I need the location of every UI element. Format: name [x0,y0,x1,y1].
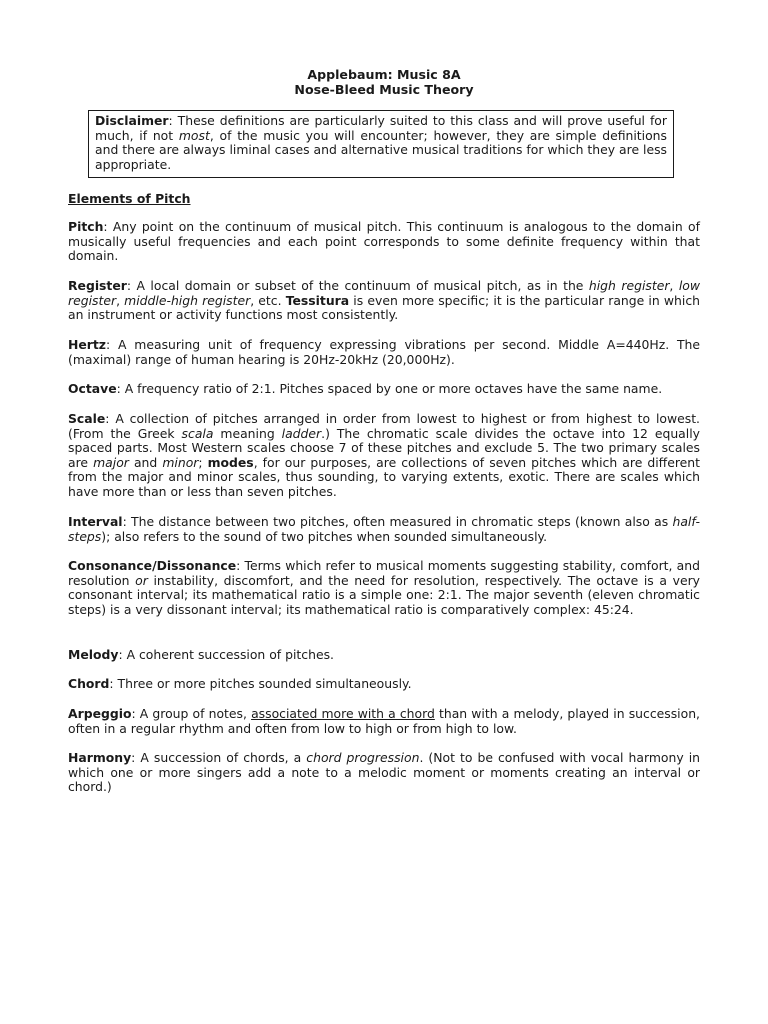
definition-term: Tessitura [285,292,350,308]
definition-emphasis: major [93,454,129,470]
definition-text: ; [198,454,208,470]
definition-text: is even more specific; it is the particular range in which an instrument or activity functions most consistently. [68,292,700,323]
definition-term: Octave [68,381,117,396]
definition-term: Chord [68,676,110,691]
definition-emphasis: half-steps [68,514,700,544]
definition-underlined-phrase: associated more with a chord [251,706,435,721]
definition-text: : A frequency ratio of 2:1. Pitches spaced by one or more octaves have the same name. [116,381,663,396]
definition-text: .) The chromatic scale divides the octave into 12 equally spaced parts. Most Western scales choose 7 of these pitches and exclude 5. The two primary scales are [68,425,700,470]
definition-hertz [68,338,700,367]
definition-example: low register [68,278,700,308]
definition-text: , [669,278,679,293]
disclaimer-emphasis: most [178,127,210,143]
definition-example: middle-high register [124,292,251,308]
definition-term: Melody [68,647,119,662]
definition-text: : The distance between two pitches, often measured in chromatic steps (known also as [122,514,673,529]
definition-text: : A collection of pitches arranged in order from lowest to highest or from highest to lowest. (From the Greek [68,411,700,441]
definition-interval [68,515,700,544]
definition-term: Arpeggio [68,706,132,721]
definition-term: Pitch [68,219,104,234]
definition-text: : A local domain or subset of the continuum of musical pitch, as in the [126,278,589,293]
definition-term: Hertz [68,337,107,352]
definition-text: , [116,292,125,308]
disclaimer-term: Disclaimer [95,113,169,128]
definition-pitch [68,220,700,264]
section-heading: Elements of Pitch [68,191,191,206]
definition-register [68,279,700,323]
definition-text: , etc. [250,292,286,308]
definition-text: , for our purposes, are collections of seven pitches which are different from the major and minor scales, thus sounding, to varying extents, exotic. There are scales which have more than or less than seven pitches. [68,454,700,499]
definition-term: Interval [68,514,123,529]
definition-text: : A group of notes, [131,706,252,721]
definition-text: : A succession of chords, a [131,750,307,765]
definition-emphasis: or [135,572,148,588]
definition-term: Consonance/Dissonance [68,558,237,573]
disclaimer-text: , of the music you will encounter; however, they are simple definitions and there are always liminal cases and alternative musical traditions for which they are less appropriate. [95,127,667,173]
definition-text: : Any point on the continuum of musical pitch. This continuum is analogous to the domain of musically useful frequencies and each point corresponds to some definite frequency within that domain. [68,219,700,264]
disclaimer-box [88,110,674,178]
definition-text: ); also refers to the sound of two pitches when sounded simultaneously. [101,528,548,544]
definition-chord [68,677,700,692]
definition-consonance-dissonance [68,559,700,617]
document-subtitle: Nose-Bleed Music Theory [294,82,474,97]
definition-text: and [128,454,163,470]
definition-term: modes [207,454,254,470]
definition-term: Harmony [68,750,132,765]
definition-text: : Terms which refer to musical moments suggesting stability, comfort, and resolution [68,558,700,588]
definition-term: Register [68,278,127,293]
definition-arpeggio [68,707,700,736]
definition-text: meaning [213,425,282,441]
definition-text: : Three or more pitches sounded simultaneously. [109,676,412,691]
definition-melody [68,648,700,663]
definition-text: than with a melody, played in succession, often in a regular rhythm and often from low to high or from high to low. [68,706,701,736]
definition-text: : A coherent succession of pitches. [118,647,334,662]
definition-example: high register [588,278,670,293]
definition-scale [68,412,700,500]
document-title: Applebaum: Music 8A [307,67,461,82]
definition-text: . (Not to be confused with vocal harmony in which one or more singers add a note to a melodic moment or moments creating an interval or chord.) [68,750,701,795]
definition-term: Scale [68,411,106,426]
definition-text: instability, discomfort, and the need for resolution, respectively. The octave is a very consonant interval; its mathematical ratio is a simple one: 2:1. The major seventh (eleven chromatic steps) is a very dissonant interval; its mathematical ratio is comparatively complex: 45:24. [68,572,700,617]
disclaimer-text: : These definitions are particularly suited to this class and will prove useful for much, if not [95,113,667,143]
definition-emphasis: ladder [281,425,322,441]
definition-emphasis: scala [181,425,214,441]
definition-text: : A measuring unit of frequency expressing vibrations per second. Middle A=440Hz. The (maximal) range of human hearing is 20Hz-20kHz (20,000Hz). [68,337,700,367]
definition-octave [68,382,700,397]
definition-harmony [68,751,700,795]
definition-emphasis: minor [162,454,199,470]
definition-emphasis: chord progression [306,750,420,765]
